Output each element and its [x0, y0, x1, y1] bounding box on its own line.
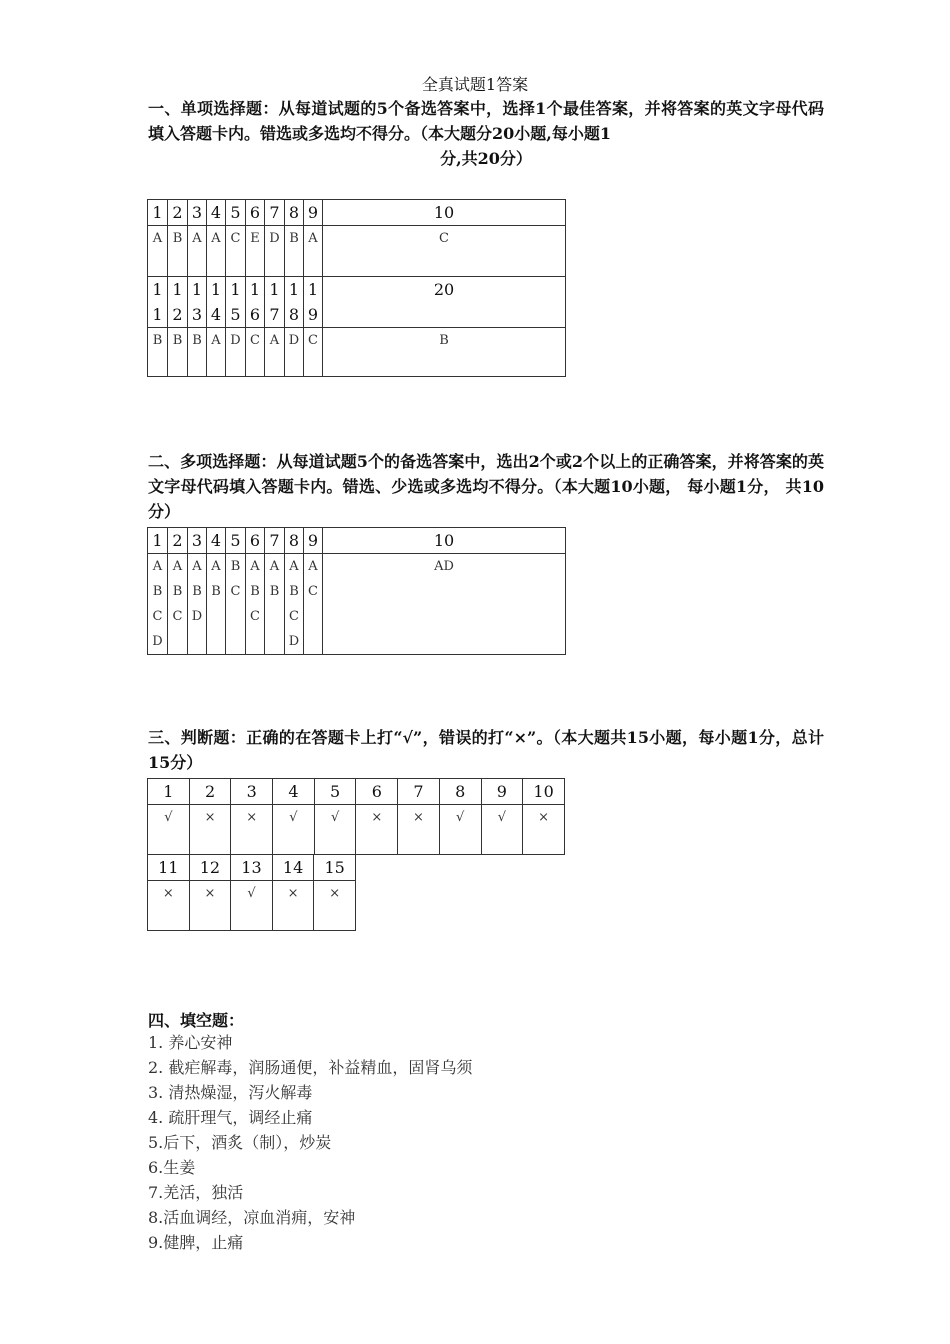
question-number-4: 4 [207, 528, 226, 554]
question-number-2: 1 2 [168, 277, 188, 328]
question-number-10: 20 [323, 277, 566, 328]
answer-cell-2: × [189, 805, 231, 855]
answer-cell-3: √ [231, 881, 273, 931]
question-number-6: 6 [246, 200, 265, 226]
section3-table-row1 [147, 778, 565, 855]
question-number-4: 4 [207, 200, 226, 226]
answer-cell-10: C [323, 226, 566, 277]
answer-cell-5: × [314, 881, 356, 931]
answer-cell-7: A B [265, 554, 285, 655]
question-number-5: 5 [226, 200, 246, 226]
question-number-5: 5 [226, 528, 246, 554]
answer-cell-9: C [304, 328, 323, 377]
answer-cell-2: × [189, 881, 231, 931]
question-number-1: 11 [148, 855, 190, 881]
answer-cell-5: C [226, 226, 246, 277]
fill-blank-item: 1. 养心安神 [148, 1033, 233, 1052]
answer-cell-10: × [523, 805, 565, 855]
question-number-10: 10 [323, 200, 566, 226]
fill-blank-item: 3. 清热燥湿，泻火解毒 [148, 1083, 313, 1102]
section2-table [147, 527, 566, 655]
answer-cell-5: √ [314, 805, 356, 855]
question-number-3: 13 [231, 855, 273, 881]
answer-cell-1: A [148, 226, 168, 277]
answer-cell-4: √ [273, 805, 315, 855]
answer-cell-4: A [207, 226, 226, 277]
answer-cell-10: AD [323, 554, 566, 655]
answer-cell-10: B [323, 328, 566, 377]
answer-cell-8: √ [439, 805, 481, 855]
answer-cell-8: A B C D [285, 554, 304, 655]
question-number-4: 14 [272, 855, 314, 881]
section3-row2-nums [148, 855, 356, 881]
section4-heading: 四、填空题： [148, 1011, 245, 1030]
answer-cell-3: × [231, 805, 273, 855]
answer-cell-9: A [304, 226, 323, 277]
section1-row2-answers [148, 328, 566, 377]
question-number-6: 6 [246, 528, 265, 554]
section1-row1-nums [148, 200, 566, 226]
question-number-8: 1 8 [285, 277, 304, 328]
answer-cell-3: B [188, 328, 207, 377]
fill-blank-item: 4. 疏肝理气，调经止痛 [148, 1108, 313, 1127]
section1-heading-tail: 分,共20分） [440, 149, 532, 168]
question-number-2: 2 [189, 779, 231, 805]
answer-cell-8: B [285, 226, 304, 277]
question-number-5: 15 [314, 855, 356, 881]
question-number-10: 10 [523, 779, 565, 805]
section3-heading: 三、判断题：正确的在答题卡上打“√”，错误的打“×”。（本大题共15小题，每小题1分，总计15分） [148, 728, 824, 772]
question-number-3: 1 3 [188, 277, 207, 328]
section2-row-nums [148, 528, 566, 554]
fill-blank-item: 7.羌活，独活 [148, 1183, 244, 1202]
answer-cell-3: A [188, 226, 207, 277]
page-title: 全真试题1答案 [421, 75, 529, 94]
answer-cell-4: A [207, 328, 226, 377]
section1-row1-answers [148, 226, 566, 277]
answer-cell-4: × [272, 881, 314, 931]
answer-cell-9: A C [304, 554, 323, 655]
answer-cell-6: A B C [246, 554, 265, 655]
question-number-3: 3 [231, 779, 273, 805]
question-number-1: 1 [148, 200, 168, 226]
question-number-3: 3 [188, 200, 207, 226]
question-number-9: 9 [481, 779, 523, 805]
fill-blank-item: 2. 截疟解毒，润肠通便，补益精血，固肾乌须 [148, 1058, 473, 1077]
answer-cell-1: √ [148, 805, 190, 855]
answer-cell-7: A [265, 328, 285, 377]
answer-cell-6: × [356, 805, 398, 855]
question-number-6: 1 6 [246, 277, 265, 328]
answer-cell-2: B [168, 328, 188, 377]
question-number-10: 10 [323, 528, 566, 554]
question-number-5: 1 5 [226, 277, 246, 328]
fill-blank-item: 8.活血调经，凉血消痈，安神 [148, 1208, 356, 1227]
question-number-9: 1 9 [304, 277, 323, 328]
question-number-1: 1 1 [148, 277, 168, 328]
question-number-7: 7 [265, 200, 285, 226]
answer-cell-7: D [265, 226, 285, 277]
question-number-9: 9 [304, 528, 323, 554]
section1-table [147, 199, 566, 377]
question-number-7: 7 [265, 528, 285, 554]
answer-cell-2: A B C [168, 554, 188, 655]
question-number-2: 2 [168, 200, 188, 226]
fill-blank-item: 6.生姜 [148, 1158, 196, 1177]
section3-row1-answers [148, 805, 565, 855]
answer-cell-6: E [246, 226, 265, 277]
answer-cell-1: A B C D [148, 554, 168, 655]
question-number-8: 8 [285, 200, 304, 226]
answer-cell-5: B C [226, 554, 246, 655]
question-number-4: 4 [273, 779, 315, 805]
section2-row-answers [148, 554, 566, 655]
section1-heading-main: 一、单项选择题：从每道试题的5个备选答案中，选择1个最佳答案，并将答案的英文字母代码填入答题卡内。错选或多选均不得分。（本大题分20小题,每小题1 [148, 99, 824, 143]
fill-blank-list [148, 1030, 472, 1255]
question-number-1: 1 [148, 528, 168, 554]
section3-table-row2 [147, 854, 356, 931]
answer-cell-4: A B [207, 554, 226, 655]
section1-heading [148, 96, 824, 171]
question-number-6: 6 [356, 779, 398, 805]
section3-row2-answers [148, 881, 356, 931]
question-number-4: 1 4 [207, 277, 226, 328]
question-number-8: 8 [285, 528, 304, 554]
fill-blank-item: 5.后下，酒炙（制），炒炭 [148, 1133, 332, 1152]
answer-cell-3: A B D [188, 554, 207, 655]
fill-blank-item: 9.健脾，止痛 [148, 1233, 244, 1252]
answer-cell-5: D [226, 328, 246, 377]
answer-cell-8: D [285, 328, 304, 377]
section2-heading: 二、多项选择题：从每道试题5个的备选答案中，选出2个或2个以上的正确答案，并将答案的英文字母代码填入答题卡内。错选、少选或多选均不得分。（本大题10小题， 每小题1分， 共10分） [148, 452, 824, 521]
question-number-8: 8 [439, 779, 481, 805]
question-number-5: 5 [314, 779, 356, 805]
section1-row2-nums [148, 277, 566, 328]
section3-row1-nums [148, 779, 565, 805]
question-number-7: 7 [398, 779, 440, 805]
answer-cell-7: × [398, 805, 440, 855]
answer-cell-6: C [246, 328, 265, 377]
question-number-3: 3 [188, 528, 207, 554]
answer-cell-1: × [148, 881, 190, 931]
answer-cell-2: B [168, 226, 188, 277]
question-number-2: 12 [189, 855, 231, 881]
question-number-7: 1 7 [265, 277, 285, 328]
answer-cell-1: B [148, 328, 168, 377]
question-number-2: 2 [168, 528, 188, 554]
question-number-9: 9 [304, 200, 323, 226]
answer-cell-9: √ [481, 805, 523, 855]
question-number-1: 1 [148, 779, 190, 805]
